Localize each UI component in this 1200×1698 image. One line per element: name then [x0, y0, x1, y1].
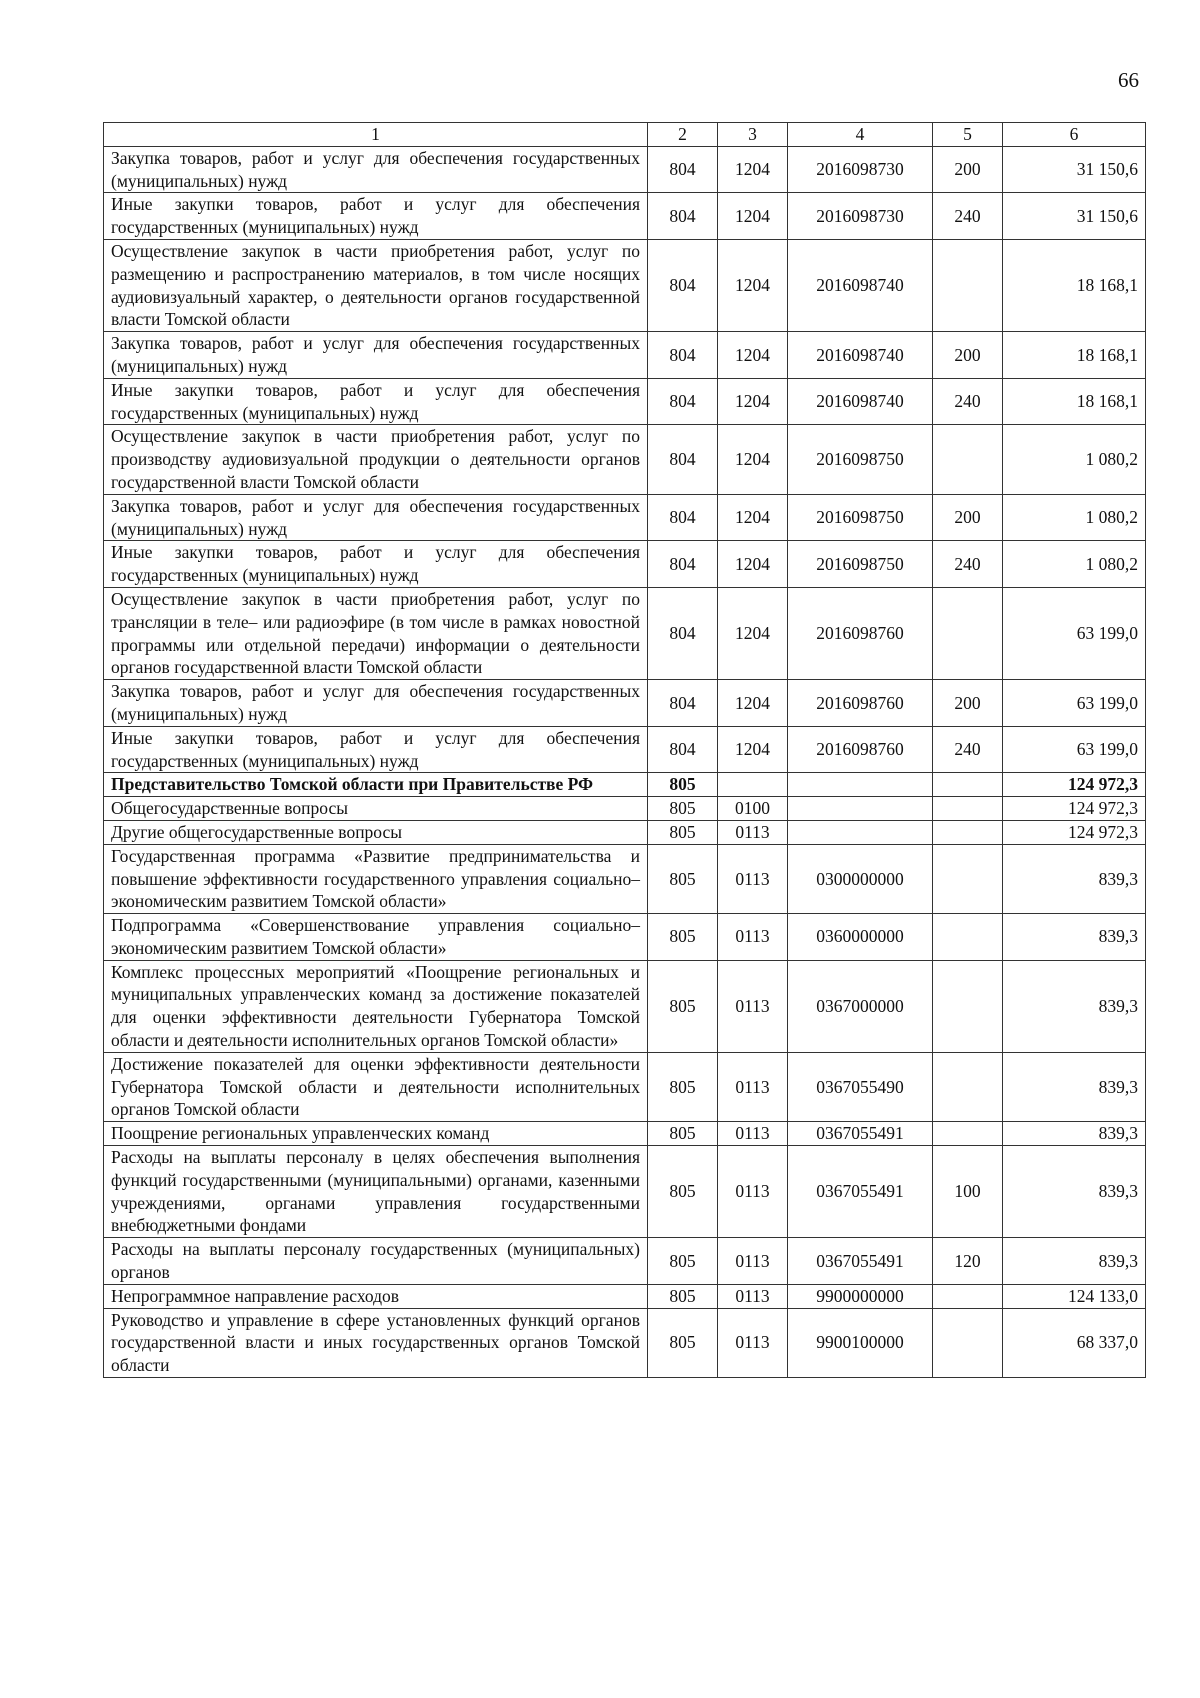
row-target-cell: 2016098760 [788, 680, 933, 727]
row-target-cell: 0367055490 [788, 1052, 933, 1121]
table-row [104, 239, 1146, 331]
row-section-cell: 1204 [718, 541, 788, 588]
row-amount-cell: 18 168,1 [1003, 332, 1146, 379]
column-header: 6 [1003, 123, 1146, 147]
row-amount-cell: 124 972,3 [1003, 797, 1146, 821]
table-row [104, 960, 1146, 1052]
row-section-cell: 1204 [718, 332, 788, 379]
row-name-cell: Осуществление закупок в части приобретения работ, услуг по трансляции в теле– или радиоэфире (в том числе в рамках новостной программы или отдельной передачи) информации о деятельности органов государственной власти Томской области [104, 587, 648, 679]
row-type-cell [933, 1308, 1003, 1377]
row-target-cell: 2016098760 [788, 587, 933, 679]
row-type-cell: 240 [933, 541, 1003, 588]
row-type-cell [933, 960, 1003, 1052]
row-type-cell: 200 [933, 332, 1003, 379]
row-name-cell: Руководство и управление в сфере установленных функций органов государственной власти и иных государственных органов Томской области [104, 1308, 648, 1377]
row-section-cell: 0113 [718, 1052, 788, 1121]
row-name-cell: Иные закупки товаров, работ и услуг для обеспечения государственных (муниципальных) нужд [104, 378, 648, 425]
row-type-cell [933, 820, 1003, 844]
row-type-cell: 200 [933, 680, 1003, 727]
row-name-cell: Осуществление закупок в части приобретения работ, услуг по размещению и распространению материалов, в том числе носящих аудиовизуальный характер, о деятельности органов государственной власти Томской области [104, 239, 648, 331]
row-code-cell: 805 [648, 1308, 718, 1377]
row-name-cell: Иные закупки товаров, работ и услуг для обеспечения государственных (муниципальных) нужд [104, 193, 648, 240]
row-name-cell: Поощрение региональных управленческих команд [104, 1122, 648, 1146]
row-name-cell: Достижение показателей для оценки эффективности деятельности Губернатора Томской области и деятельности исполнительных органов Томской области [104, 1052, 648, 1121]
row-type-cell: 200 [933, 494, 1003, 541]
row-type-cell: 240 [933, 726, 1003, 773]
row-type-cell [933, 1052, 1003, 1121]
row-target-cell: 0367055491 [788, 1238, 933, 1285]
row-target-cell: 2016098750 [788, 494, 933, 541]
row-type-cell: 240 [933, 193, 1003, 240]
row-code-cell: 804 [648, 726, 718, 773]
row-amount-cell: 63 199,0 [1003, 680, 1146, 727]
row-type-cell: 120 [933, 1238, 1003, 1285]
row-amount-cell: 839,3 [1003, 1052, 1146, 1121]
table-row [104, 332, 1146, 379]
row-type-cell [933, 1122, 1003, 1146]
row-target-cell: 2016098760 [788, 726, 933, 773]
table-row [104, 680, 1146, 727]
row-name-cell: Государственная программа «Развитие предпринимательства и повышение эффективности государственного управления социально–экономическим развитием Томской области» [104, 844, 648, 913]
row-amount-cell: 839,3 [1003, 1122, 1146, 1146]
row-code-cell: 805 [648, 797, 718, 821]
row-amount-cell: 31 150,6 [1003, 193, 1146, 240]
row-type-cell [933, 773, 1003, 797]
table-row [104, 797, 1146, 821]
row-amount-cell: 124 972,3 [1003, 773, 1146, 797]
row-code-cell: 804 [648, 680, 718, 727]
row-target-cell [788, 773, 933, 797]
row-name-cell: Иные закупки товаров, работ и услуг для обеспечения государственных (муниципальных) нужд [104, 541, 648, 588]
row-code-cell: 805 [648, 844, 718, 913]
table-row [104, 844, 1146, 913]
row-amount-cell: 839,3 [1003, 844, 1146, 913]
row-type-cell: 200 [933, 146, 1003, 193]
row-type-cell [933, 587, 1003, 679]
row-code-cell: 805 [648, 773, 718, 797]
row-type-cell [933, 914, 1003, 961]
table-row [104, 541, 1146, 588]
budget-table [103, 122, 1146, 1378]
row-type-cell [933, 844, 1003, 913]
column-header: 1 [104, 123, 648, 147]
row-section-cell [718, 773, 788, 797]
row-amount-cell: 839,3 [1003, 1146, 1146, 1238]
page-number: 66 [1118, 68, 1139, 92]
row-type-cell [933, 1284, 1003, 1308]
row-name-cell: Иные закупки товаров, работ и услуг для обеспечения государственных (муниципальных) нужд [104, 726, 648, 773]
table-row [104, 1122, 1146, 1146]
row-type-cell [933, 797, 1003, 821]
row-name-cell: Расходы на выплаты персоналу в целях обеспечения выполнения функций государственными (муниципальными) органами, казенными учреждениями, органами управления государственными внебюджетными фондами [104, 1146, 648, 1238]
row-name-cell: Закупка товаров, работ и услуг для обеспечения государственных (муниципальных) нужд [104, 332, 648, 379]
row-section-cell: 1204 [718, 239, 788, 331]
table-row [104, 587, 1146, 679]
row-amount-cell: 63 199,0 [1003, 726, 1146, 773]
column-header: 3 [718, 123, 788, 147]
table-row [104, 494, 1146, 541]
row-code-cell: 804 [648, 541, 718, 588]
table-row [104, 1052, 1146, 1121]
table-row [104, 1146, 1146, 1238]
row-amount-cell: 839,3 [1003, 960, 1146, 1052]
row-section-cell: 0113 [718, 820, 788, 844]
row-amount-cell: 839,3 [1003, 1238, 1146, 1285]
row-target-cell: 9900000000 [788, 1284, 933, 1308]
table-row [104, 773, 1146, 797]
row-name-cell: Расходы на выплаты персоналу государственных (муниципальных) органов [104, 1238, 648, 1285]
row-type-cell: 100 [933, 1146, 1003, 1238]
row-name-cell: Осуществление закупок в части приобретения работ, услуг по производству аудиовизуальной продукции о деятельности органов государственной власти Томской области [104, 425, 648, 494]
row-section-cell: 0113 [718, 1238, 788, 1285]
row-amount-cell: 1 080,2 [1003, 541, 1146, 588]
row-amount-cell: 18 168,1 [1003, 378, 1146, 425]
row-section-cell: 0113 [718, 844, 788, 913]
row-amount-cell: 63 199,0 [1003, 587, 1146, 679]
row-name-cell: Комплекс процессных мероприятий «Поощрение региональных и муниципальных управленческих команд за достижение показателей для оценки эффективности деятельности Губернатора Томской области и деятельности исполнительных органов Томской области» [104, 960, 648, 1052]
row-target-cell: 2016098730 [788, 146, 933, 193]
row-code-cell: 805 [648, 1122, 718, 1146]
row-code-cell: 804 [648, 378, 718, 425]
row-type-cell [933, 239, 1003, 331]
row-code-cell: 804 [648, 587, 718, 679]
row-code-cell: 805 [648, 914, 718, 961]
row-code-cell: 804 [648, 425, 718, 494]
row-target-cell: 0367055491 [788, 1122, 933, 1146]
row-name-cell: Непрограммное направление расходов [104, 1284, 648, 1308]
row-section-cell: 1204 [718, 726, 788, 773]
row-target-cell [788, 797, 933, 821]
row-target-cell: 0367000000 [788, 960, 933, 1052]
row-name-cell: Закупка товаров, работ и услуг для обеспечения государственных (муниципальных) нужд [104, 146, 648, 193]
row-amount-cell: 31 150,6 [1003, 146, 1146, 193]
row-code-cell: 805 [648, 960, 718, 1052]
row-target-cell: 2016098730 [788, 193, 933, 240]
table-row [104, 1238, 1146, 1285]
column-header: 5 [933, 123, 1003, 147]
row-name-cell: Подпрограмма «Совершенствование управления социально–экономическим развитием Томской области» [104, 914, 648, 961]
column-header: 2 [648, 123, 718, 147]
row-code-cell: 804 [648, 146, 718, 193]
table-row [104, 146, 1146, 193]
row-section-cell: 1204 [718, 378, 788, 425]
row-code-cell: 804 [648, 239, 718, 331]
row-amount-cell: 1 080,2 [1003, 494, 1146, 541]
row-target-cell: 2016098740 [788, 239, 933, 331]
table-row [104, 378, 1146, 425]
row-name-cell: Общегосударственные вопросы [104, 797, 648, 821]
row-code-cell: 805 [648, 1146, 718, 1238]
row-section-cell: 1204 [718, 680, 788, 727]
row-section-cell: 1204 [718, 494, 788, 541]
row-section-cell: 1204 [718, 587, 788, 679]
row-target-cell [788, 820, 933, 844]
table-row [104, 1284, 1146, 1308]
row-target-cell: 9900100000 [788, 1308, 933, 1377]
row-section-cell: 0113 [718, 914, 788, 961]
row-section-cell: 1204 [718, 146, 788, 193]
table-row [104, 193, 1146, 240]
row-section-cell: 0113 [718, 960, 788, 1052]
row-section-cell: 0113 [718, 1284, 788, 1308]
row-section-cell: 0113 [718, 1308, 788, 1377]
row-target-cell: 0367055491 [788, 1146, 933, 1238]
row-amount-cell: 124 972,3 [1003, 820, 1146, 844]
row-amount-cell: 68 337,0 [1003, 1308, 1146, 1377]
row-amount-cell: 839,3 [1003, 914, 1146, 961]
row-name-cell: Представительство Томской области при Правительстве РФ [104, 773, 648, 797]
row-target-cell: 2016098750 [788, 541, 933, 588]
row-section-cell: 0113 [718, 1122, 788, 1146]
row-target-cell: 2016098740 [788, 378, 933, 425]
table-row [104, 726, 1146, 773]
row-name-cell: Закупка товаров, работ и услуг для обеспечения государственных (муниципальных) нужд [104, 680, 648, 727]
table-row [104, 820, 1146, 844]
row-amount-cell: 1 080,2 [1003, 425, 1146, 494]
row-amount-cell: 124 133,0 [1003, 1284, 1146, 1308]
row-code-cell: 804 [648, 494, 718, 541]
row-code-cell: 805 [648, 1052, 718, 1121]
row-target-cell: 0360000000 [788, 914, 933, 961]
row-target-cell: 2016098750 [788, 425, 933, 494]
column-header: 4 [788, 123, 933, 147]
row-section-cell: 1204 [718, 425, 788, 494]
row-amount-cell: 18 168,1 [1003, 239, 1146, 331]
row-code-cell: 805 [648, 1238, 718, 1285]
row-type-cell [933, 425, 1003, 494]
row-section-cell: 1204 [718, 193, 788, 240]
row-section-cell: 0100 [718, 797, 788, 821]
row-code-cell: 804 [648, 193, 718, 240]
row-target-cell: 2016098740 [788, 332, 933, 379]
row-type-cell: 240 [933, 378, 1003, 425]
row-name-cell: Закупка товаров, работ и услуг для обеспечения государственных (муниципальных) нужд [104, 494, 648, 541]
table-row [104, 914, 1146, 961]
row-section-cell: 0113 [718, 1146, 788, 1238]
table-row [104, 1308, 1146, 1377]
table-body [104, 146, 1146, 1377]
row-name-cell: Другие общегосударственные вопросы [104, 820, 648, 844]
row-target-cell: 0300000000 [788, 844, 933, 913]
table-row [104, 425, 1146, 494]
table-header-row [104, 123, 1146, 147]
row-code-cell: 805 [648, 1284, 718, 1308]
row-code-cell: 805 [648, 820, 718, 844]
row-code-cell: 804 [648, 332, 718, 379]
